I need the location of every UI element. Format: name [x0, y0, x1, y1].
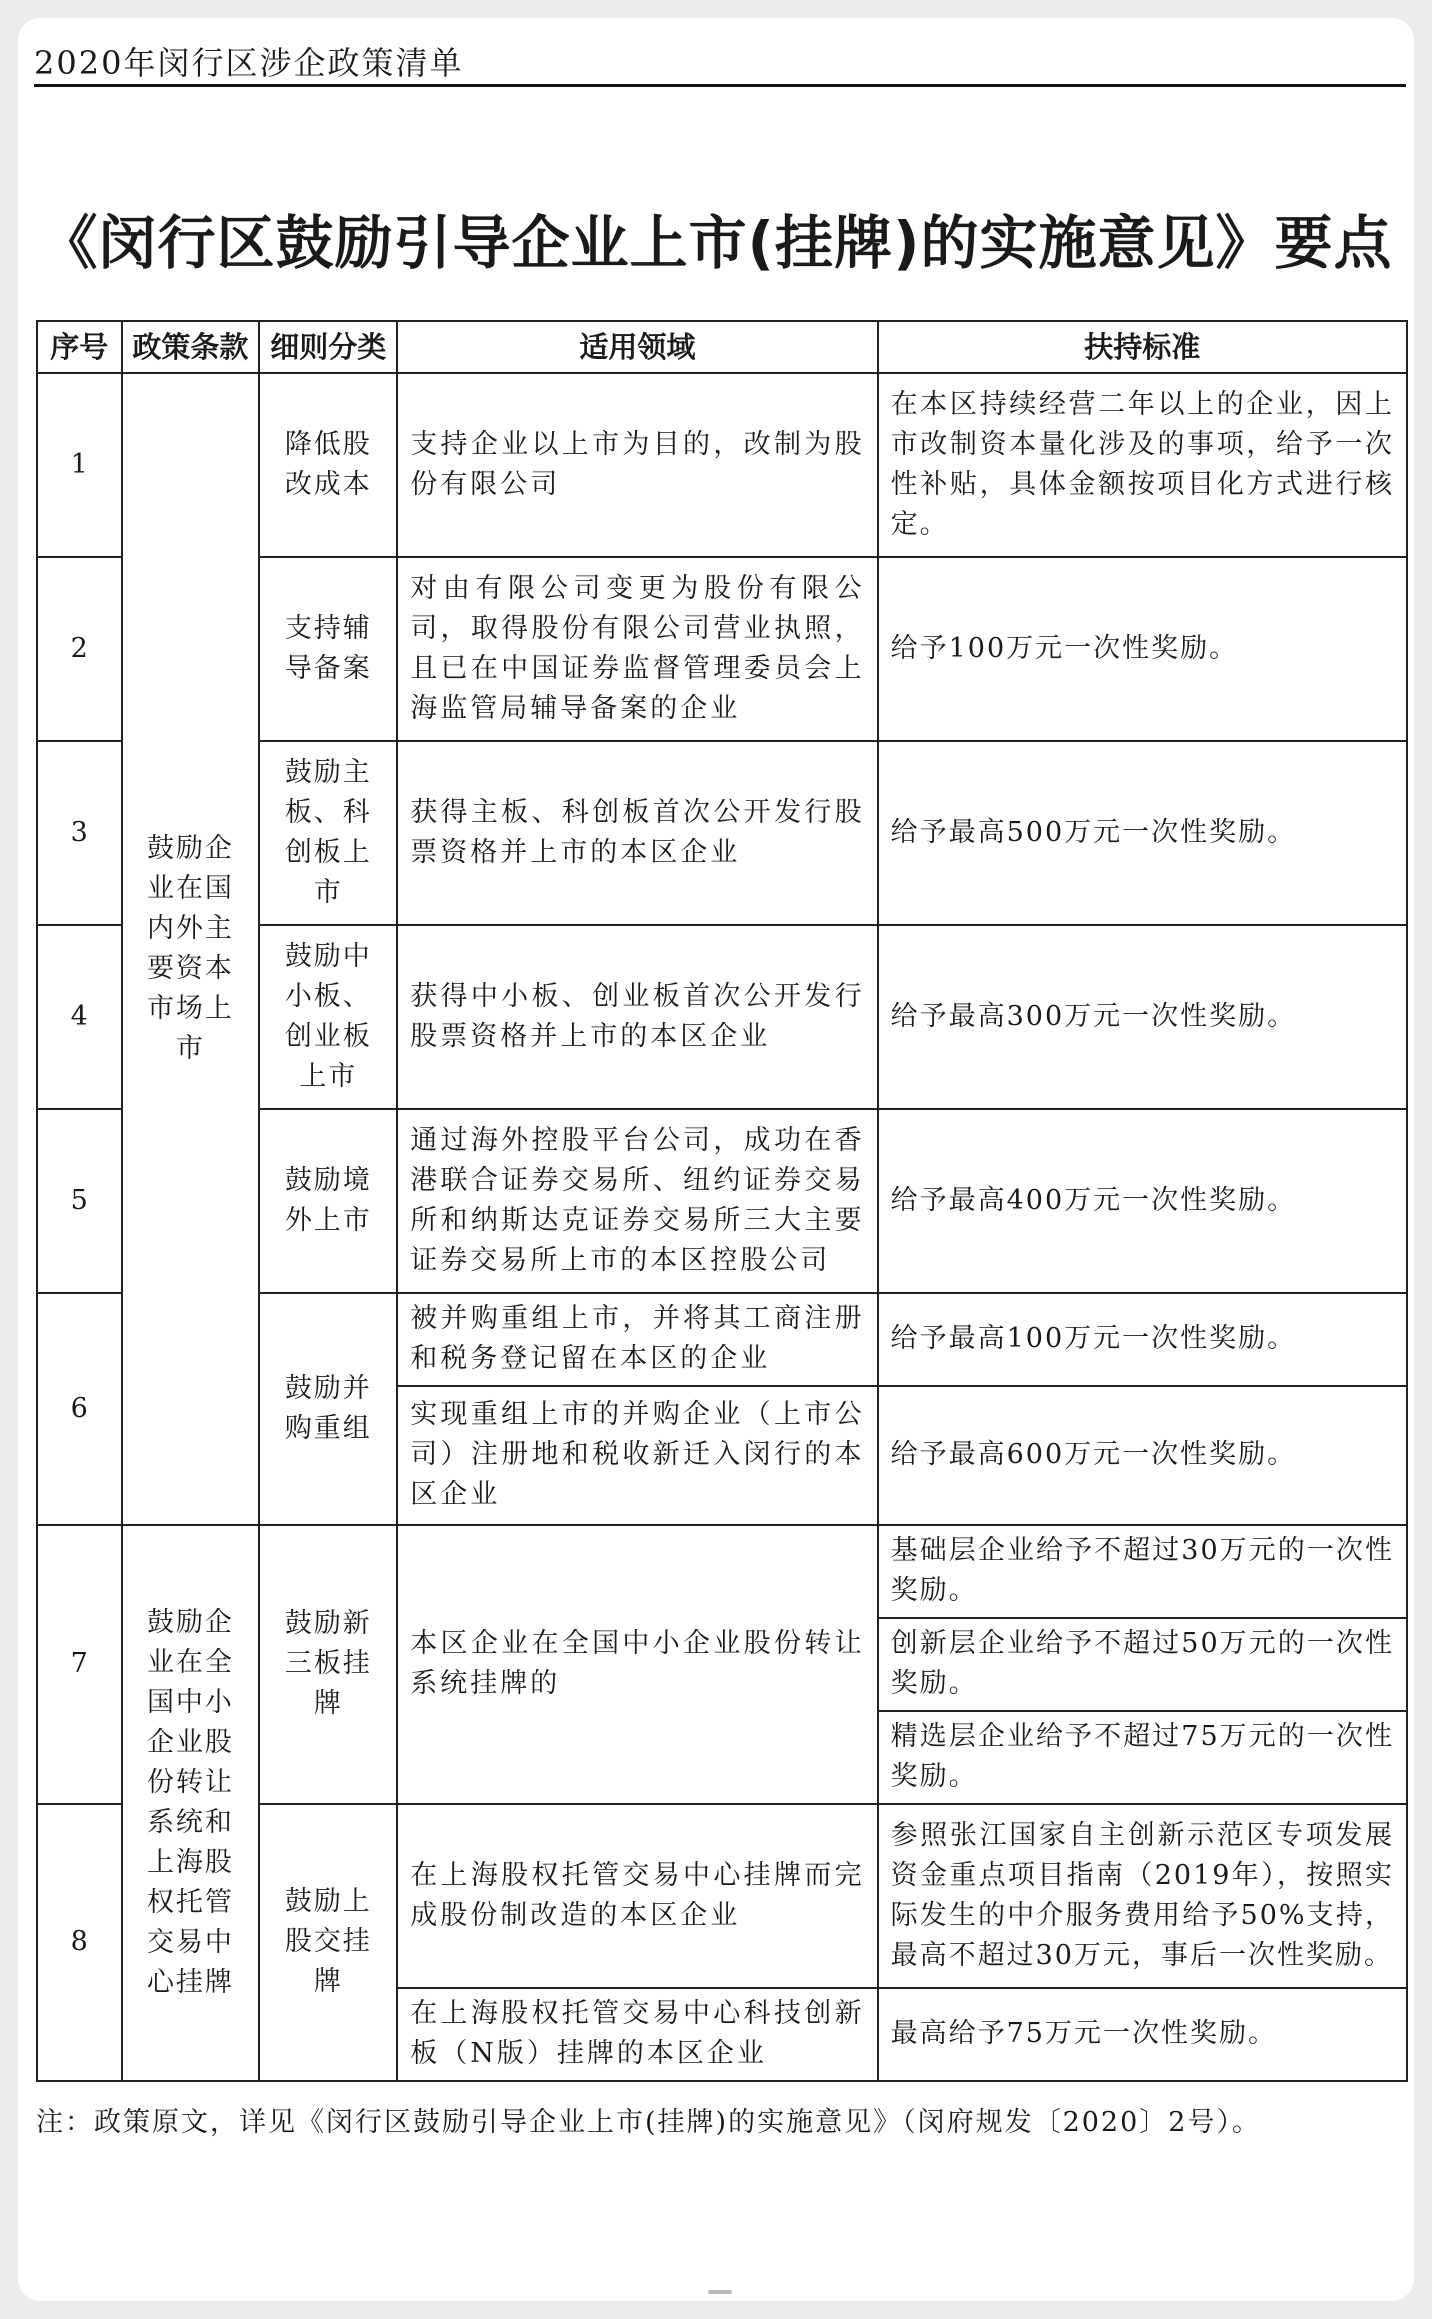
footnote: 注：政策原文，详见《闵行区鼓励引导企业上市(挂牌)的实施意见》（闵府规发〔2020〕2号）。	[36, 2107, 1261, 2138]
header-divider	[34, 84, 1406, 87]
standard-cell: 最高给予75万元一次性奖励。	[878, 1988, 1407, 2081]
document-sheet	[18, 18, 1414, 2301]
row-number: 3	[37, 741, 122, 925]
row-number: 6	[37, 1293, 122, 1525]
scope-cell: 实现重组上市的并购企业（上市公司）注册地和税收新迁入闵行的本区企业	[397, 1386, 877, 1525]
scope-cell: 获得主板、科创板首次公开发行股票资格并上市的本区企业	[397, 741, 877, 925]
scope-cell: 本区企业在全国中小企业股份转让系统挂牌的	[397, 1525, 877, 1804]
sub-category: 鼓励上股交挂牌	[259, 1804, 397, 2081]
table-row	[37, 373, 1407, 557]
page-indicator	[708, 2290, 732, 2294]
col-header-standard: 扶持标准	[878, 321, 1407, 373]
standard-cell: 精选层企业给予不超过75万元的一次性奖励。	[878, 1711, 1407, 1804]
row-number: 1	[37, 373, 122, 557]
sub-category: 鼓励中小板、创业板上市	[259, 925, 397, 1109]
policy-table	[36, 320, 1408, 2082]
sub-category: 鼓励主板、科创板上市	[259, 741, 397, 925]
sub-category: 降低股改成本	[259, 373, 397, 557]
row-number: 5	[37, 1109, 122, 1293]
page-title: 《闵行区鼓励引导企业上市(挂牌)的实施意见》要点	[39, 209, 1393, 277]
table-row	[37, 1525, 1407, 1618]
standard-cell: 给予100万元一次性奖励。	[878, 557, 1407, 741]
sub-category: 鼓励新三板挂牌	[259, 1525, 397, 1804]
standard-cell: 给予最高300万元一次性奖励。	[878, 925, 1407, 1109]
policy-clause: 鼓励企业在国内外主要资本市场上市	[122, 373, 260, 1525]
scope-cell: 对由有限公司变更为股份有限公司，取得股份有限公司营业执照，且已在中国证券监督管理委员会上海监管局辅导备案的企业	[397, 557, 877, 741]
standard-cell: 在本区持续经营二年以上的企业，因上市改制资本量化涉及的事项，给予一次性补贴，具体金额按项目化方式进行核定。	[878, 373, 1407, 557]
sub-category: 支持辅导备案	[259, 557, 397, 741]
scope-cell: 在上海股权托管交易中心科技创新板（N版）挂牌的本区企业	[397, 1988, 877, 2081]
col-header-category: 细则分类	[259, 321, 397, 373]
scope-cell: 获得中小板、创业板首次公开发行股票资格并上市的本区企业	[397, 925, 877, 1109]
sub-category: 鼓励境外上市	[259, 1109, 397, 1293]
row-number: 8	[37, 1804, 122, 2081]
scope-cell: 在上海股权托管交易中心挂牌而完成股份制改造的本区企业	[397, 1804, 877, 1988]
standard-cell: 参照张江国家自主创新示范区专项发展资金重点项目指南（2019年），按照实际发生的中介服务费用给予50%支持，最高不超过30万元，事后一次性奖励。	[878, 1804, 1407, 1988]
scope-cell: 被并购重组上市，并将其工商注册和税务登记留在本区的企业	[397, 1293, 877, 1386]
scope-cell: 通过海外控股平台公司，成功在香港联合证券交易所、纽约证券交易所和纳斯达克证券交易所三大主要证券交易所上市的本区控股公司	[397, 1109, 877, 1293]
scope-cell: 支持企业以上市为目的，改制为股份有限公司	[397, 373, 877, 557]
table-header-row	[37, 321, 1407, 373]
policy-clause: 鼓励企业在全国中小企业股份转让系统和上海股权托管交易中心挂牌	[122, 1525, 260, 2082]
standard-cell: 给予最高600万元一次性奖励。	[878, 1386, 1407, 1525]
row-number: 7	[37, 1525, 122, 1804]
col-header-scope: 适用领域	[397, 321, 877, 373]
header-title: 2020年闵行区涉企政策清单	[34, 44, 464, 82]
col-header-number: 序号	[37, 321, 122, 373]
standard-cell: 创新层企业给予不超过50万元的一次性奖励。	[878, 1618, 1407, 1711]
row-number: 2	[37, 557, 122, 741]
standard-cell: 给予最高100万元一次性奖励。	[878, 1293, 1407, 1386]
row-number: 4	[37, 925, 122, 1109]
sub-category: 鼓励并购重组	[259, 1293, 397, 1525]
col-header-clause: 政策条款	[122, 321, 260, 373]
standard-cell: 基础层企业给予不超过30万元的一次性奖励。	[878, 1525, 1407, 1618]
standard-cell: 给予最高400万元一次性奖励。	[878, 1109, 1407, 1293]
standard-cell: 给予最高500万元一次性奖励。	[878, 741, 1407, 925]
